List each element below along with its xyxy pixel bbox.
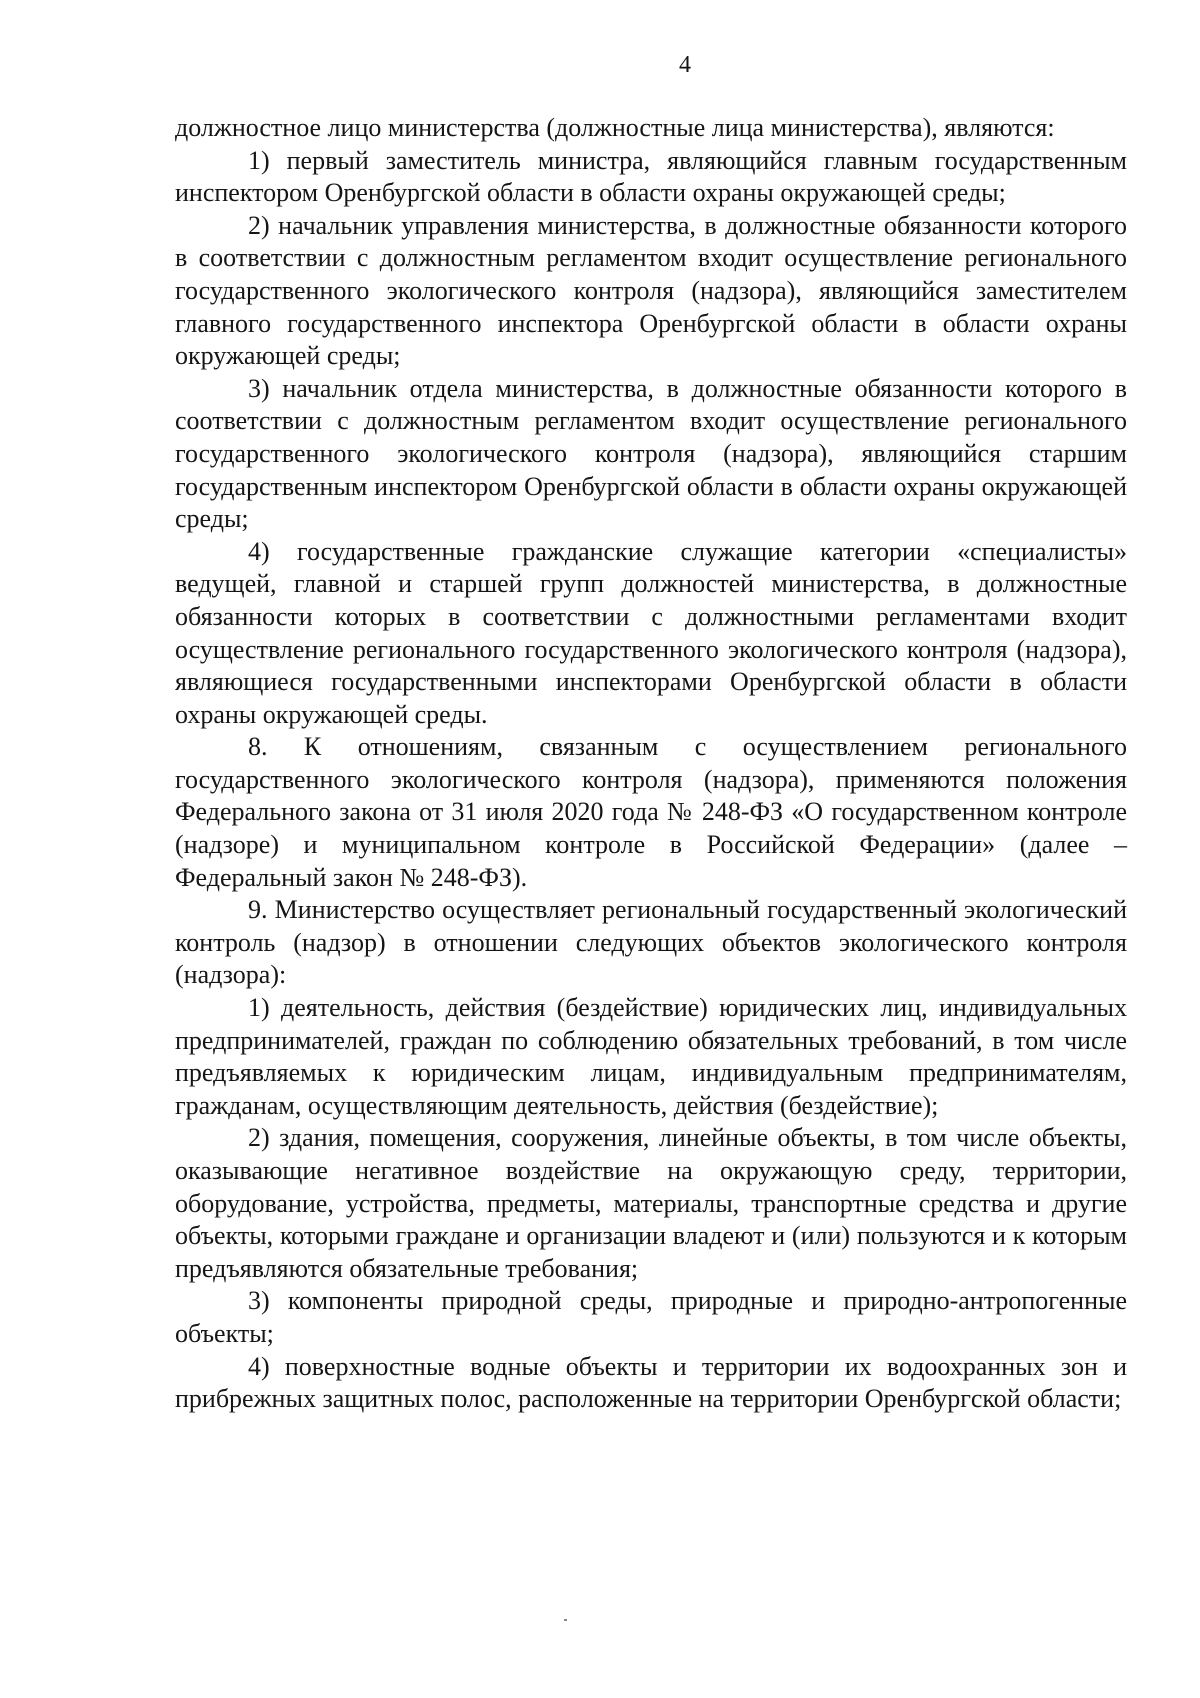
paragraph-continuation: должностное лицо министерства (должностные лица министерства), являются: [175,113,1055,142]
list-item-head-of-department: 2) начальник управления министерства, в должностные обязанности которого в соответствии с должностным регламентом входит осуществление регионального государственного экологического контроля (надзора), являющийся заместителем главного государственного инспектора Оренбургской области в области охраны окружающей среды; [175,210,1127,371]
clause-8: 8. К отношениям, связанным с осуществлением регионального государственного экологического контроля (надзора), применяются положения Федерального закона от 31 июля 2020 года № 248-ФЗ «О государственном контроле (надзоре) и муниципальном контроле в Российской Федерации» (далее – Федеральный закон № 248-ФЗ). [175,732,1127,892]
list-item-buildings: 2) здания, помещения, сооружения, линейные объекты, в том числе объекты, оказывающие негативное воздействие на окружающую среду, территории, оборудование, устройства, предметы, материалы, транспортные средства и другие объекты, которыми граждане и организации владеют и (или) пользуются и к которым предъявляются обязательные требования; [175,1123,1127,1283]
list-item-civil-servants: 4) государственные гражданские служащие категории «специалисты» ведущей, главной и старшей групп должностей министерства, в должностные обязанности которых в соответствии с должностными регламентами входит осуществление регионального государственного экологического контроля (надзора), являющиеся государственными инспекторами Оренбургской области в области охраны окружающей среды. [175,536,1127,729]
page-number: 4 [679,52,691,78]
list-item-activities: 1) деятельность, действия (бездействие) юридических лиц, индивидуальных предпринимателей, граждан по соблюдению обязательных требований, в том числе предъявляемых к юридическим лицам, индивидуальным предпринимателям, гражданам, осуществляющим деятельность, действия (бездействие); [175,993,1127,1120]
list-item-first-deputy: 1) первый заместитель министра, являющийся главным государственным инспектором Оренбургской области в области охраны окружающей среды; [175,145,1127,208]
clause-9: 9. Министерство осуществляет региональный государственный экологический контроль (надзор) в отношении следующих объектов экологического контроля (надзора): [175,895,1127,990]
document-body [175,112,1127,1416]
list-item-head-of-division: 3) начальник отдела министерства, в должностные обязанности которого в соответствии с должностным регламентом входит осуществление регионального государственного экологического контроля (надзора), являющийся старшим государственным инспектором Оренбургской области в области охраны окружающей среды; [175,373,1127,534]
scan-artifact [564,1619,567,1621]
list-item-water-objects: 4) поверхностные водные объекты и территории их водоохранных зон и прибрежных защитных полос, расположенные на территории Оренбургской области; [175,1351,1127,1414]
list-item-natural-components: 3) компоненты природной среды, природные и природно-антропогенные объекты; [175,1286,1127,1348]
